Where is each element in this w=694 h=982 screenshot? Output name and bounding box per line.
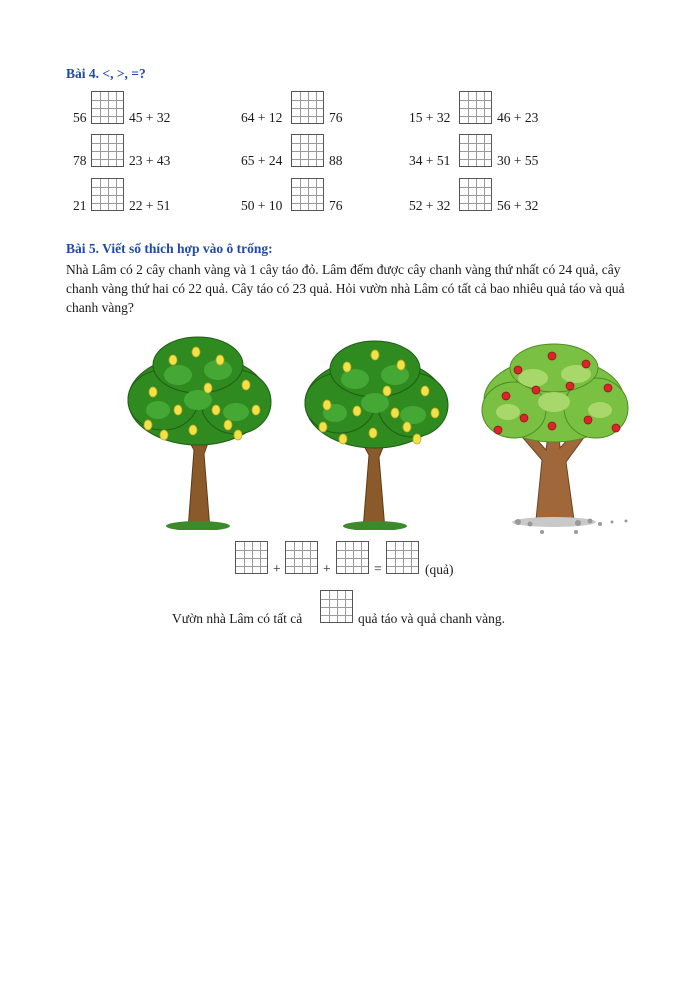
compare-left: 50 + 10 (241, 198, 283, 213)
compare-right: 45 + 32 (129, 110, 171, 125)
compare-right: 88 (329, 153, 343, 168)
compare-answer-box[interactable] (291, 178, 324, 211)
addend-box-2[interactable] (285, 541, 318, 574)
compare-right: 76 (329, 110, 343, 125)
exercise-5-title: Bài 5. Viết số thích hợp vào ô trống: (66, 241, 273, 256)
compare-answer-box[interactable] (291, 91, 324, 124)
compare-answer-box[interactable] (459, 91, 492, 124)
unit-label: (quả) (425, 562, 454, 577)
apple-tree (478, 340, 634, 535)
compare-answer-box[interactable] (91, 91, 124, 124)
compare-answer-box[interactable] (91, 134, 124, 167)
compare-answer-box[interactable] (459, 134, 492, 167)
compare-right: 56 + 32 (497, 198, 539, 213)
compare-right: 22 + 51 (129, 198, 171, 213)
compare-right: 76 (329, 198, 343, 213)
compare-left: 64 + 12 (241, 110, 283, 125)
exercise-4-title: Bài 4. <, >, =? (66, 66, 146, 81)
problem-text: Nhà Lâm có 2 cây chanh vàng và 1 cây táo đỏ. Lâm đếm được cây chanh vàng thứ nhất có 24 quả, cây chanh vàng thứ hai có 22 quả. Cây táo có 23 quả. Hỏi vườn nhà Lâm có tất cả bao nhiêu quả táo và quả chanh vàng? (66, 262, 625, 315)
compare-left: 15 + 32 (409, 110, 451, 125)
answer-prefix: Vườn nhà Lâm có tất cả (172, 611, 303, 626)
addend-box-3[interactable] (336, 541, 369, 574)
compare-left: 21 (73, 198, 87, 213)
compare-left: 65 + 24 (241, 153, 283, 168)
compare-right: 30 + 55 (497, 153, 539, 168)
compare-left: 52 + 32 (409, 198, 451, 213)
sum-box[interactable] (386, 541, 419, 574)
compare-answer-box[interactable] (91, 178, 124, 211)
plus-sign: + (323, 561, 331, 576)
compare-left: 78 (73, 153, 87, 168)
compare-answer-box[interactable] (459, 178, 492, 211)
plus-sign: + (273, 561, 281, 576)
equals-sign: = (374, 561, 382, 576)
compare-left: 56 (73, 110, 87, 125)
lemon-tree-2 (295, 335, 455, 530)
answer-suffix: quả táo và quả chanh vàng. (358, 611, 505, 626)
compare-right: 46 + 23 (497, 110, 539, 125)
compare-right: 23 + 43 (129, 153, 171, 168)
compare-answer-box[interactable] (291, 134, 324, 167)
lemon-tree-1 (118, 330, 278, 530)
addend-box-1[interactable] (235, 541, 268, 574)
answer-box[interactable] (320, 590, 353, 623)
compare-left: 34 + 51 (409, 153, 451, 168)
